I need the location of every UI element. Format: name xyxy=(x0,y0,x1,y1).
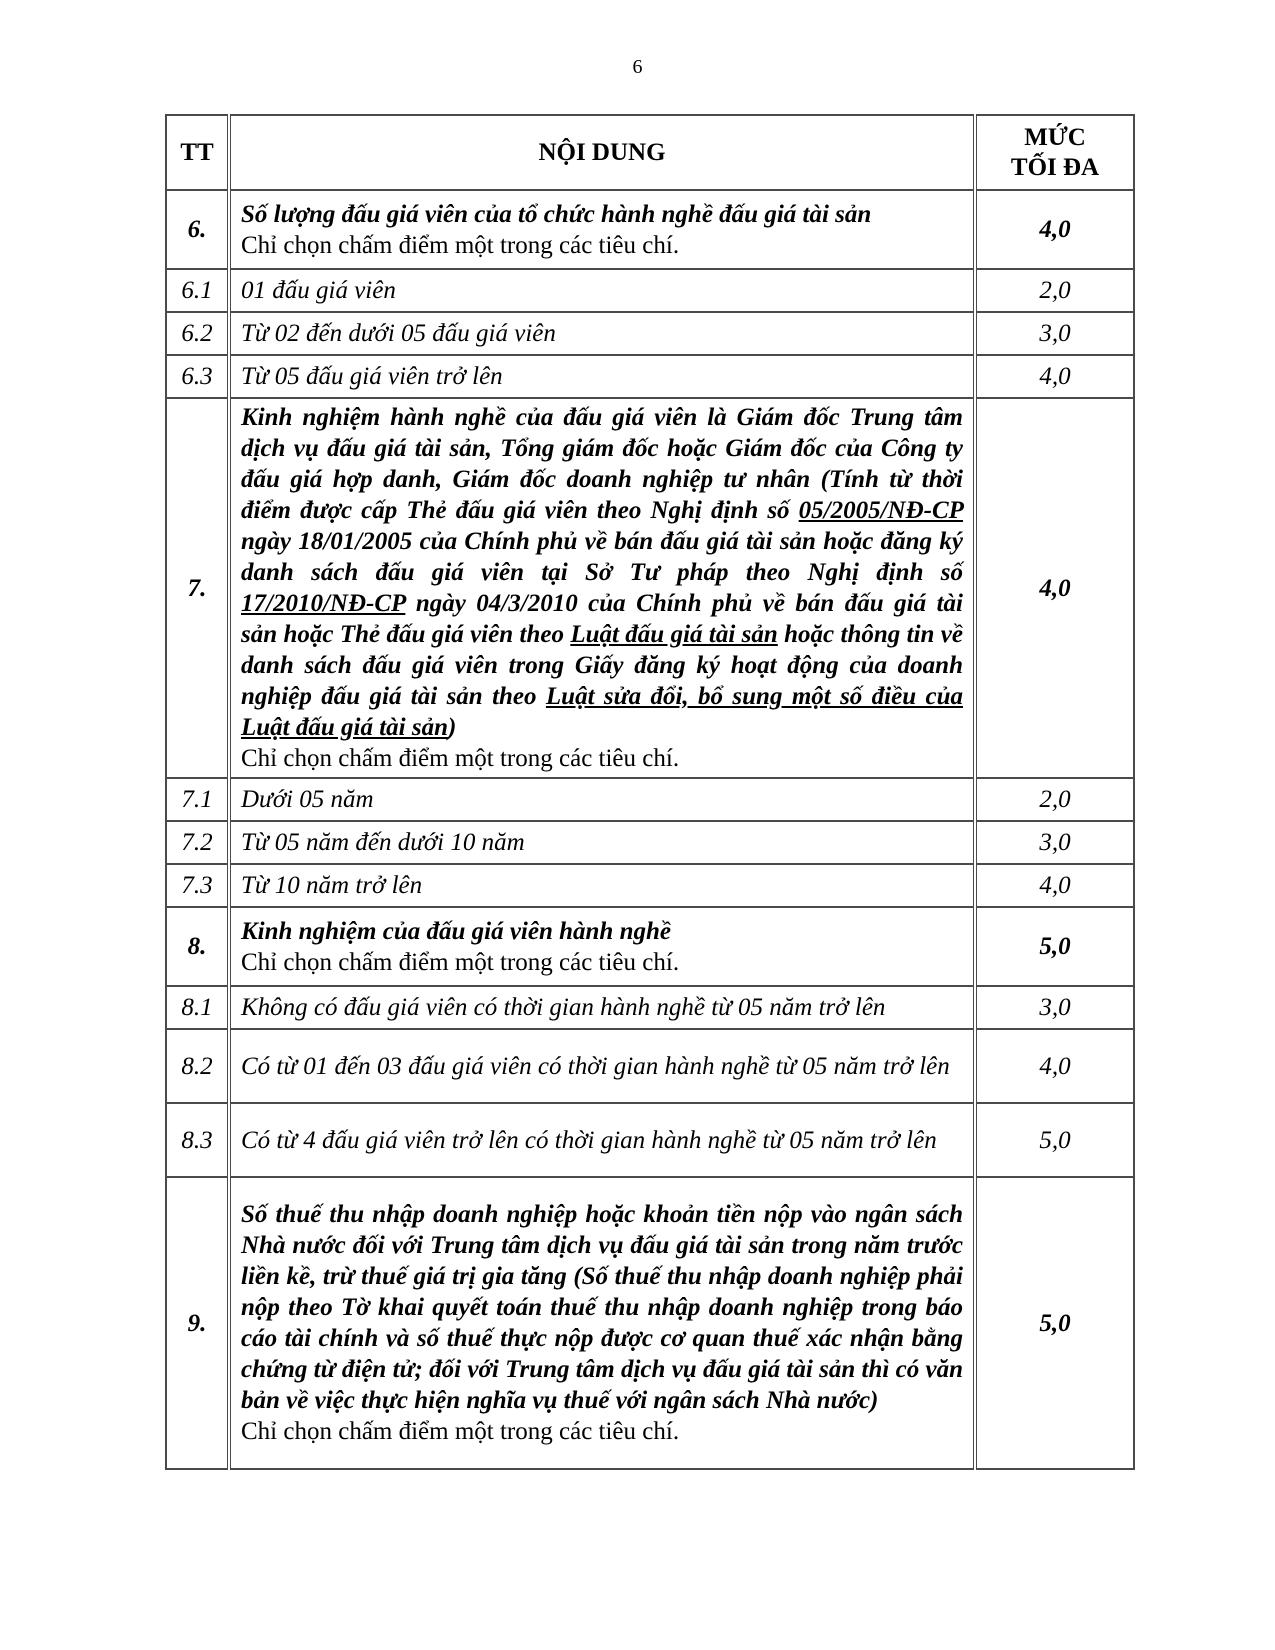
criterion-max-score: 5,0 xyxy=(975,1177,1134,1469)
subcriterion-row xyxy=(166,986,1134,1029)
subcriterion-number: 7.1 xyxy=(166,778,229,821)
subcriterion-row xyxy=(166,1103,1134,1177)
criterion-title: Số thuế thu nhập doanh nghiệp hoặc khoản tiền nộp vào ngân sách Nhà nước đối với Trung tâm dịch vụ đấu giá tài sản trong năm trước liền kề, trừ thuế giá trị gia tăng (Số thuế thu nhập doanh nghiệp phải nộp theo Tờ khai quyết toán thuế thu nhập doanh nghiệp trong báo cáo tài chính và số thuế thực nộp được cơ quan thuế xác nhận bằng chứng từ điện tử; đối với Trung tâm dịch vụ đấu giá tài sản thì có văn bản về việc thực hiện nghĩa vụ thuế với ngân sách Nhà nước) xyxy=(241,1201,963,1414)
criterion-row-6 xyxy=(166,190,1134,269)
criterion-max-score: 4,0 xyxy=(975,190,1134,269)
criterion-number: 6. xyxy=(166,190,229,269)
criterion-title: Kinh nghiệm của đấu giá viên hành nghề xyxy=(241,917,671,945)
subcriterion-row xyxy=(166,355,1134,398)
subcriterion-text: Từ 10 năm trở lên xyxy=(229,864,975,907)
criteria-table xyxy=(165,114,1135,1470)
subcriterion-score: 4,0 xyxy=(975,1029,1134,1103)
criterion-note: Chỉ chọn chấm điểm một trong các tiêu chí. xyxy=(241,948,680,976)
header-score-line2: TỐI ĐA xyxy=(1010,153,1100,181)
subcriterion-number: 8.2 xyxy=(166,1029,229,1103)
criterion-title: Số lượng đấu giá viên của tổ chức hành nghề đấu giá tài sản xyxy=(241,200,872,228)
law-link-amendment[interactable]: Luật sửa đổi, bổ sung một số điều của Luật đấu giá tài sản xyxy=(241,683,963,741)
header-tt: TT xyxy=(166,115,229,190)
subcriterion-score: 4,0 xyxy=(975,864,1134,907)
subcriterion-number: 6.2 xyxy=(166,312,229,355)
criterion-title xyxy=(241,404,963,741)
header-max-score xyxy=(975,115,1134,190)
criterion-title-text: ngày 04/3/2010 của Chính phủ về bán đấu giá tài sản hoặc Thẻ đấu giá viên theo xyxy=(241,590,963,648)
criterion-title-text: ) xyxy=(448,714,457,741)
subcriterion-score: 3,0 xyxy=(975,986,1134,1029)
criterion-number: 9. xyxy=(166,1177,229,1469)
subcriterion-text: Có từ 4 đấu giá viên trở lên có thời gian hành nghề từ 05 năm trở lên xyxy=(229,1103,975,1177)
subcriterion-score: 3,0 xyxy=(975,312,1134,355)
criterion-content xyxy=(229,398,975,778)
subcriterion-row xyxy=(166,269,1134,312)
subcriterion-number: 8.1 xyxy=(166,986,229,1029)
subcriterion-number: 6.3 xyxy=(166,355,229,398)
header-score-line1: MỨC xyxy=(1024,123,1086,151)
criterion-title-text: Kinh nghiệm hành nghề của đấu giá viên là Giám đốc Trung tâm dịch vụ đấu giá tài sản, Tổng giám đốc hoặc Giám đốc của Công ty đấu giá hợp danh, Giám đốc doanh nghiệp tư nhân (Tính từ thời điểm được cấp Thẻ đấu giá viên theo Nghị định số xyxy=(241,404,963,524)
subcriterion-row xyxy=(166,821,1134,864)
criterion-note: Chỉ chọn chấm điểm một trong các tiêu chí. xyxy=(241,231,680,259)
subcriterion-score: 2,0 xyxy=(975,269,1134,312)
criterion-title-text: hoặc thông tin về danh sách đấu giá viên trong Giấy đăng ký hoạt động của doanh nghiệp đấu giá tài sản theo xyxy=(241,621,963,710)
criterion-note: Chỉ chọn chấm điểm một trong các tiêu chí. xyxy=(241,745,680,772)
criterion-row-7 xyxy=(166,398,1134,778)
criterion-title-text: ngày 18/01/2005 của Chính phủ về bán đấu giá tài sản hoặc đăng ký danh sách đấu giá viên tại Sở Tư pháp theo Nghị định số xyxy=(241,528,963,586)
criterion-content xyxy=(229,1177,975,1469)
criterion-row-9 xyxy=(166,1177,1134,1469)
subcriterion-number: 8.3 xyxy=(166,1103,229,1177)
criterion-row-8 xyxy=(166,907,1134,986)
subcriterion-score: 3,0 xyxy=(975,821,1134,864)
criterion-number: 8. xyxy=(166,907,229,986)
criterion-note: Chỉ chọn chấm điểm một trong các tiêu chí. xyxy=(241,1418,680,1445)
criterion-max-score: 4,0 xyxy=(975,398,1134,778)
subcriterion-score: 5,0 xyxy=(975,1103,1134,1177)
criterion-number: 7. xyxy=(166,398,229,778)
criterion-max-score: 5,0 xyxy=(975,907,1134,986)
subcriterion-number: 7.3 xyxy=(166,864,229,907)
header-content: NỘI DUNG xyxy=(229,115,975,190)
law-link-auction[interactable]: Luật đấu giá tài sản xyxy=(570,621,778,648)
subcriterion-text: Từ 05 năm đến dưới 10 năm xyxy=(229,821,975,864)
subcriterion-number: 6.1 xyxy=(166,269,229,312)
subcriterion-text: Từ 02 đến dưới 05 đấu giá viên xyxy=(229,312,975,355)
subcriterion-row xyxy=(166,1029,1134,1103)
subcriterion-score: 4,0 xyxy=(975,355,1134,398)
decree-link-05-2005[interactable]: 05/2005/NĐ-CP xyxy=(798,497,963,524)
subcriterion-row xyxy=(166,312,1134,355)
page-number: 6 xyxy=(632,56,643,78)
subcriterion-text: Dưới 05 năm xyxy=(229,778,975,821)
subcriterion-text: Có từ 01 đến 03 đấu giá viên có thời gian hành nghề từ 05 năm trở lên xyxy=(229,1029,975,1103)
subcriterion-row xyxy=(166,864,1134,907)
criterion-content xyxy=(229,190,975,269)
subcriterion-score: 2,0 xyxy=(975,778,1134,821)
subcriterion-text: Không có đấu giá viên có thời gian hành nghề từ 05 năm trở lên xyxy=(229,986,975,1029)
decree-link-17-2010[interactable]: 17/2010/NĐ-CP xyxy=(241,590,406,617)
subcriterion-text: 01 đấu giá viên xyxy=(229,269,975,312)
subcriterion-text: Từ 05 đấu giá viên trở lên xyxy=(229,355,975,398)
subcriterion-number: 7.2 xyxy=(166,821,229,864)
criterion-content xyxy=(229,907,975,986)
table-header-row xyxy=(166,115,1134,190)
subcriterion-row xyxy=(166,778,1134,821)
